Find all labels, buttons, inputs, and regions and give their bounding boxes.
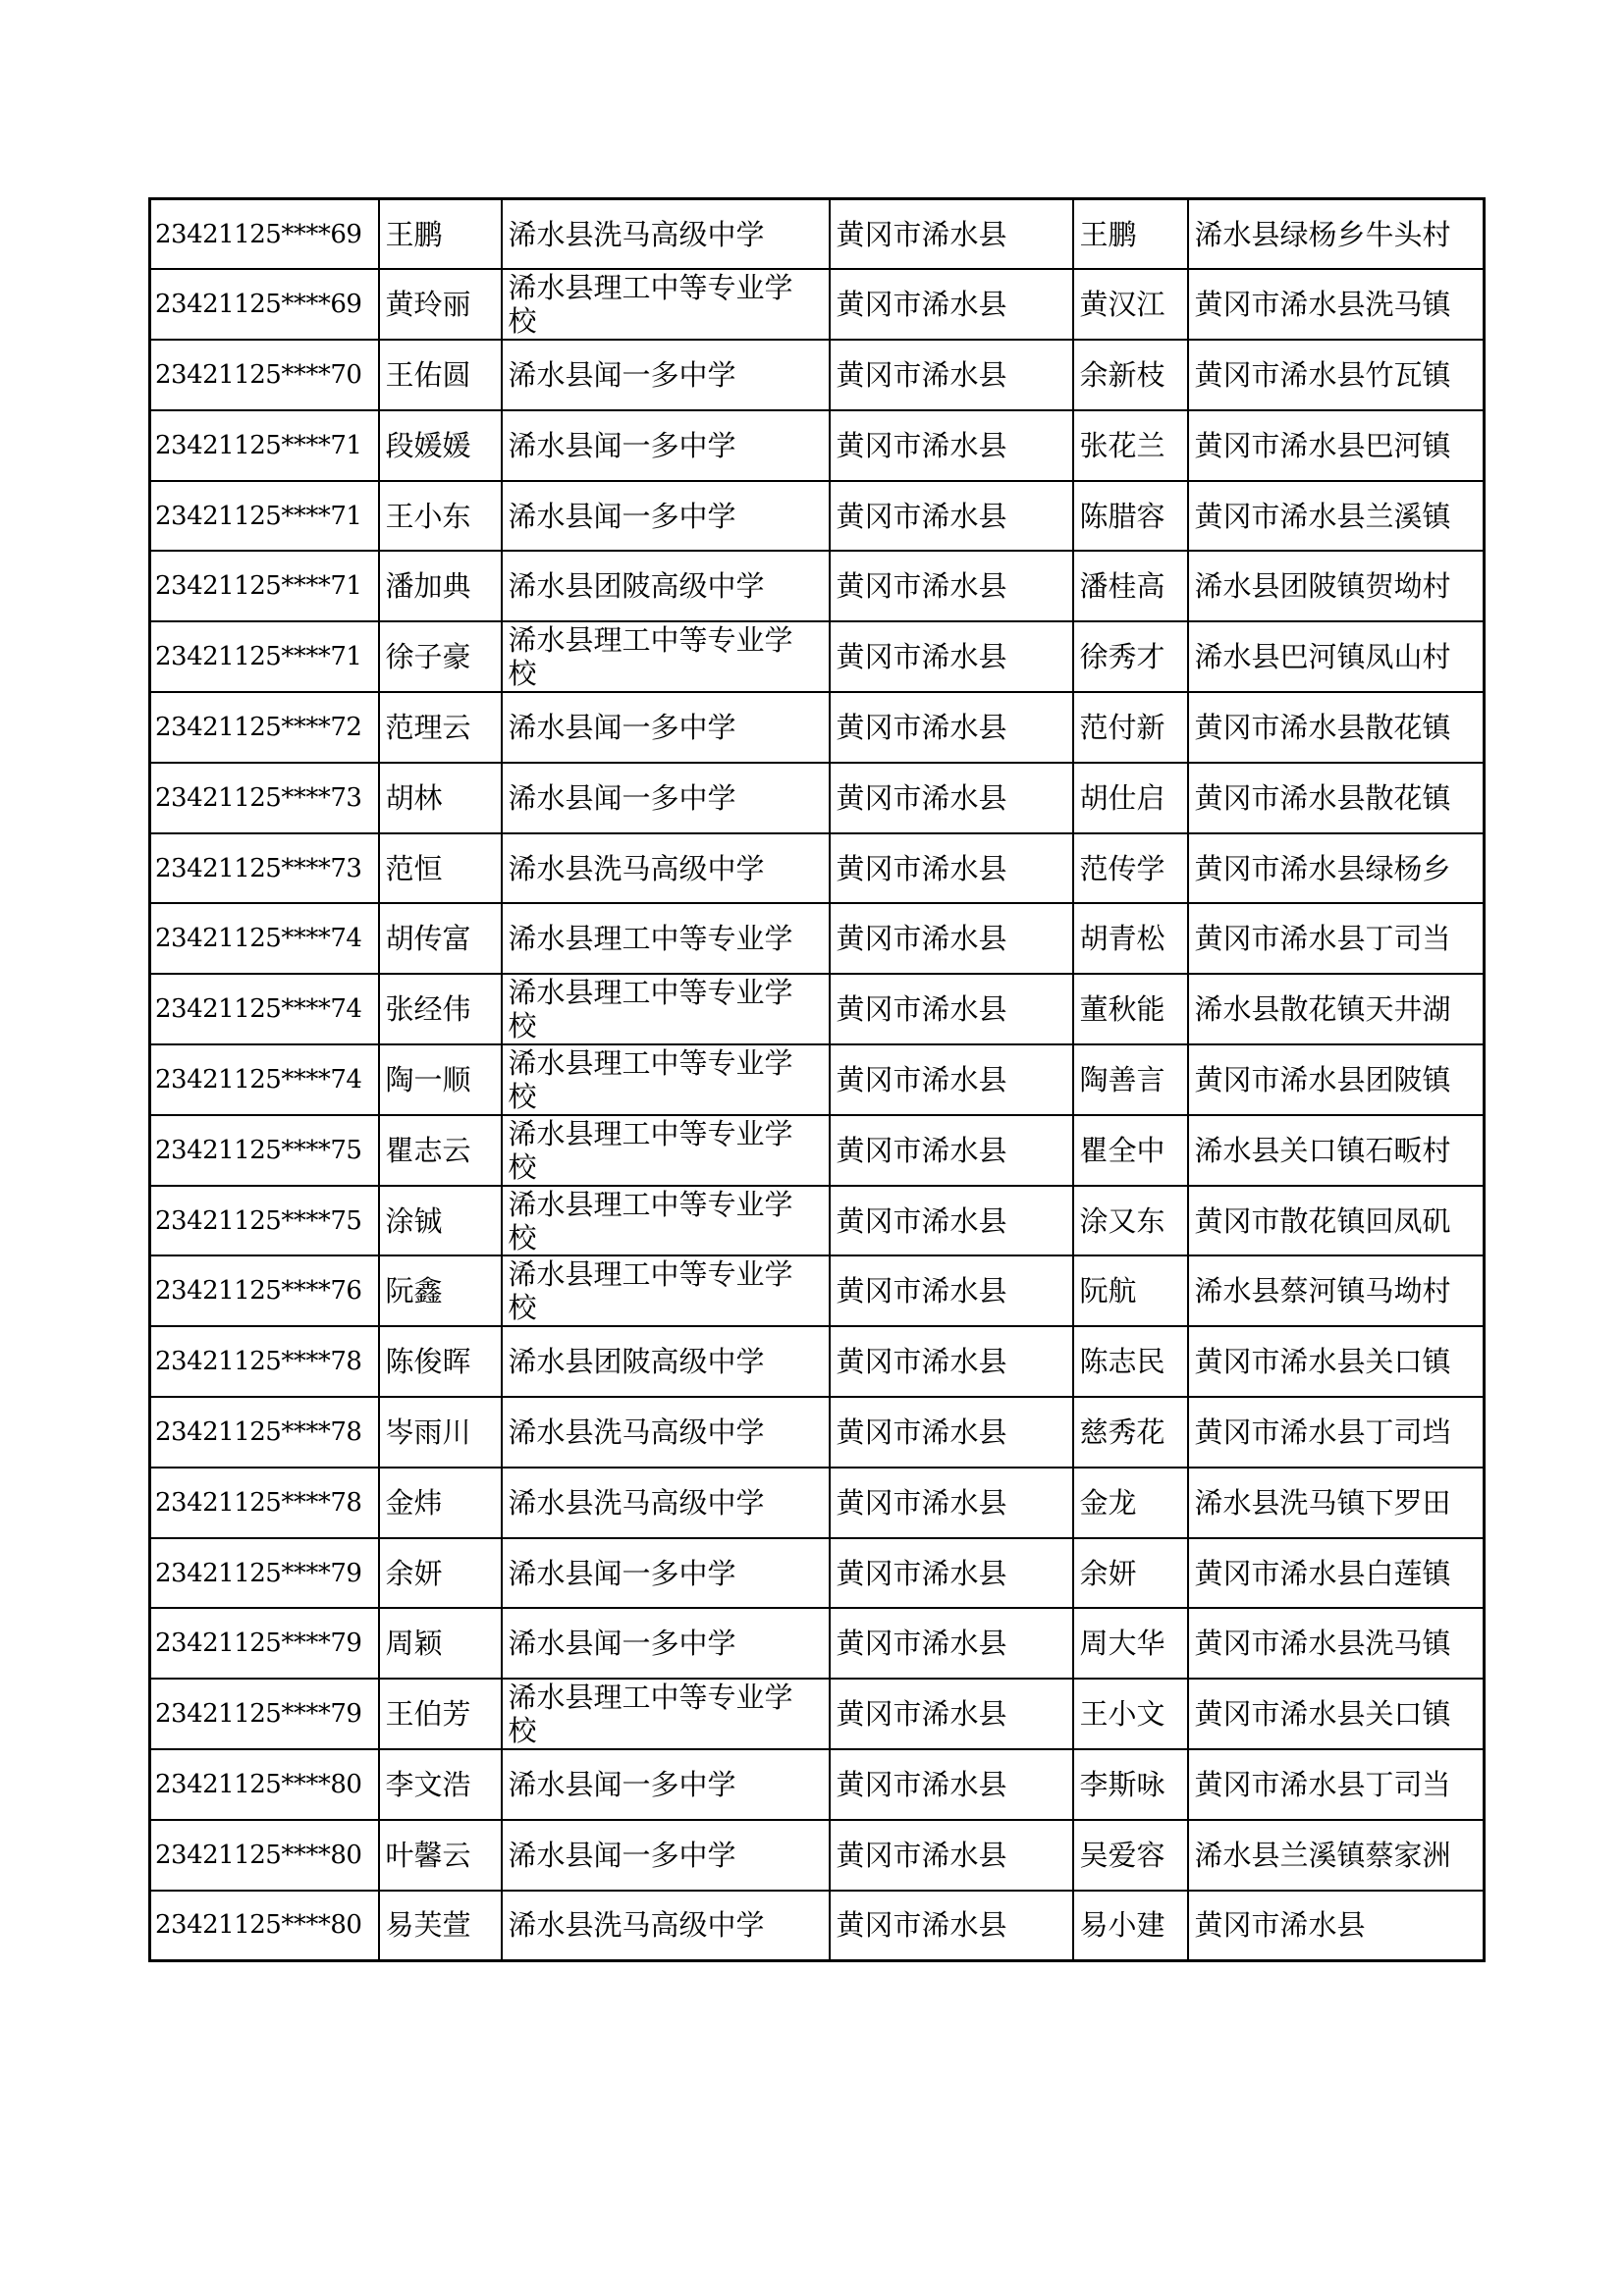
- student-name-cell: 胡林: [379, 763, 502, 833]
- address-cell: 黄冈市浠水县洗马镇: [1188, 1608, 1485, 1679]
- id-number-cell: 23421125****79: [150, 1679, 379, 1749]
- address-cell: 黄冈市浠水县竹瓦镇: [1188, 340, 1485, 410]
- table-row: [150, 903, 1485, 974]
- city-county-cell: 黄冈市浠水县: [830, 1044, 1073, 1115]
- id-number-cell: 23421125****69: [150, 269, 379, 340]
- id-number-cell: 23421125****71: [150, 551, 379, 621]
- student-name-cell: 范恒: [379, 833, 502, 904]
- city-county-cell: 黄冈市浠水县: [830, 1255, 1073, 1326]
- school-cell: 浠水县洗马高级中学: [502, 1397, 830, 1468]
- city-county-cell: 黄冈市浠水县: [830, 1397, 1073, 1468]
- address-cell: 黄冈市浠水县关口镇: [1188, 1326, 1485, 1397]
- address-cell: 黄冈市浠水县洗马镇: [1188, 269, 1485, 340]
- table-row: [150, 763, 1485, 833]
- guardian-name-cell: 范付新: [1073, 692, 1188, 763]
- address-cell: 黄冈市浠水县兰溪镇: [1188, 481, 1485, 552]
- table-row: [150, 1538, 1485, 1609]
- address-cell: 浠水县兰溪镇蔡家洲: [1188, 1820, 1485, 1891]
- school-cell: 浠水县闻一多中学: [502, 1538, 830, 1609]
- address-cell: 黄冈市浠水县巴河镇: [1188, 410, 1485, 481]
- table-row: [150, 1891, 1485, 1961]
- city-county-cell: 黄冈市浠水县: [830, 340, 1073, 410]
- school-cell: 浠水县理工中等专业学校: [502, 1679, 830, 1749]
- guardian-name-cell: 金龙: [1073, 1468, 1188, 1538]
- id-number-cell: 23421125****75: [150, 1115, 379, 1186]
- table-row: [150, 1749, 1485, 1820]
- school-cell: 浠水县理工中等专业学校: [502, 621, 830, 692]
- school-cell: 浠水县理工中等专业学校: [502, 1255, 830, 1326]
- school-cell: 浠水县团陂高级中学: [502, 1326, 830, 1397]
- table-row: [150, 199, 1485, 270]
- student-name-cell: 潘加典: [379, 551, 502, 621]
- school-cell: 浠水县理工中等专业学校: [502, 1186, 830, 1256]
- table-row: [150, 1468, 1485, 1538]
- school-cell: 浠水县理工中等专业学校: [502, 1044, 830, 1115]
- city-county-cell: 黄冈市浠水县: [830, 1679, 1073, 1749]
- table-row: [150, 551, 1485, 621]
- table-row: [150, 833, 1485, 904]
- guardian-name-cell: 陈志民: [1073, 1326, 1188, 1397]
- table-row: [150, 269, 1485, 340]
- guardian-name-cell: 王小文: [1073, 1679, 1188, 1749]
- id-number-cell: 23421125****80: [150, 1820, 379, 1891]
- city-county-cell: 黄冈市浠水县: [830, 1891, 1073, 1961]
- table-row: [150, 1186, 1485, 1256]
- id-number-cell: 23421125****73: [150, 833, 379, 904]
- address-cell: 浠水县散花镇天井湖: [1188, 974, 1485, 1044]
- student-name-cell: 余妍: [379, 1538, 502, 1609]
- address-cell: 黄冈市浠水县丁司垱: [1188, 1397, 1485, 1468]
- address-cell: 浠水县关口镇石畈村: [1188, 1115, 1485, 1186]
- id-number-cell: 23421125****80: [150, 1891, 379, 1961]
- table-row: [150, 974, 1485, 1044]
- guardian-name-cell: 胡青松: [1073, 903, 1188, 974]
- city-county-cell: 黄冈市浠水县: [830, 974, 1073, 1044]
- id-number-cell: 23421125****79: [150, 1608, 379, 1679]
- id-number-cell: 23421125****78: [150, 1326, 379, 1397]
- guardian-name-cell: 陶善言: [1073, 1044, 1188, 1115]
- id-number-cell: 23421125****78: [150, 1397, 379, 1468]
- guardian-name-cell: 余妍: [1073, 1538, 1188, 1609]
- table-row: [150, 340, 1485, 410]
- student-name-cell: 周颖: [379, 1608, 502, 1679]
- address-cell: 黄冈市浠水县团陂镇: [1188, 1044, 1485, 1115]
- address-cell: 黄冈市浠水县丁司当: [1188, 903, 1485, 974]
- address-cell: 黄冈市浠水县白莲镇: [1188, 1538, 1485, 1609]
- school-cell: 浠水县洗马高级中学: [502, 1891, 830, 1961]
- school-cell: 浠水县洗马高级中学: [502, 199, 830, 270]
- student-name-cell: 涂铖: [379, 1186, 502, 1256]
- city-county-cell: 黄冈市浠水县: [830, 692, 1073, 763]
- address-cell: 黄冈市散花镇回凤矶: [1188, 1186, 1485, 1256]
- address-cell: 黄冈市浠水县关口镇: [1188, 1679, 1485, 1749]
- table-row: [150, 1679, 1485, 1749]
- student-name-cell: 瞿志云: [379, 1115, 502, 1186]
- student-name-cell: 段媛媛: [379, 410, 502, 481]
- school-cell: 浠水县闻一多中学: [502, 1820, 830, 1891]
- guardian-name-cell: 阮航: [1073, 1255, 1188, 1326]
- guardian-name-cell: 慈秀花: [1073, 1397, 1188, 1468]
- address-cell: 黄冈市浠水县: [1188, 1891, 1485, 1961]
- school-cell: 浠水县理工中等专业学校: [502, 1115, 830, 1186]
- table-row: [150, 1326, 1485, 1397]
- guardian-name-cell: 吴爱容: [1073, 1820, 1188, 1891]
- table-row: [150, 1820, 1485, 1891]
- id-number-cell: 23421125****70: [150, 340, 379, 410]
- guardian-name-cell: 周大华: [1073, 1608, 1188, 1679]
- city-county-cell: 黄冈市浠水县: [830, 1468, 1073, 1538]
- guardian-name-cell: 余新枝: [1073, 340, 1188, 410]
- school-cell: 浠水县闻一多中学: [502, 410, 830, 481]
- student-name-cell: 王伯芳: [379, 1679, 502, 1749]
- student-name-cell: 王鹏: [379, 199, 502, 270]
- address-cell: 浠水县团陂镇贺坳村: [1188, 551, 1485, 621]
- guardian-name-cell: 张花兰: [1073, 410, 1188, 481]
- city-county-cell: 黄冈市浠水县: [830, 551, 1073, 621]
- id-number-cell: 23421125****74: [150, 903, 379, 974]
- table-row: [150, 1608, 1485, 1679]
- student-name-cell: 王小东: [379, 481, 502, 552]
- id-number-cell: 23421125****74: [150, 974, 379, 1044]
- id-number-cell: 23421125****73: [150, 763, 379, 833]
- address-cell: 黄冈市浠水县散花镇: [1188, 763, 1485, 833]
- id-number-cell: 23421125****75: [150, 1186, 379, 1256]
- city-county-cell: 黄冈市浠水县: [830, 481, 1073, 552]
- student-name-cell: 王佑圆: [379, 340, 502, 410]
- address-cell: 浠水县洗马镇下罗田: [1188, 1468, 1485, 1538]
- school-cell: 浠水县洗马高级中学: [502, 1468, 830, 1538]
- city-county-cell: 黄冈市浠水县: [830, 269, 1073, 340]
- guardian-name-cell: 胡仕启: [1073, 763, 1188, 833]
- student-name-cell: 叶馨云: [379, 1820, 502, 1891]
- school-cell: 浠水县闻一多中学: [502, 340, 830, 410]
- id-number-cell: 23421125****79: [150, 1538, 379, 1609]
- guardian-name-cell: 陈腊容: [1073, 481, 1188, 552]
- id-number-cell: 23421125****80: [150, 1749, 379, 1820]
- address-cell: 浠水县蔡河镇马坳村: [1188, 1255, 1485, 1326]
- address-cell: 黄冈市浠水县丁司当: [1188, 1749, 1485, 1820]
- school-cell: 浠水县理工中等专业学: [502, 903, 830, 974]
- table-row: [150, 1255, 1485, 1326]
- school-cell: 浠水县洗马高级中学: [502, 833, 830, 904]
- id-number-cell: 23421125****78: [150, 1468, 379, 1538]
- student-name-cell: 陶一顺: [379, 1044, 502, 1115]
- id-number-cell: 23421125****72: [150, 692, 379, 763]
- city-county-cell: 黄冈市浠水县: [830, 410, 1073, 481]
- table-row: [150, 1397, 1485, 1468]
- id-number-cell: 23421125****69: [150, 199, 379, 270]
- id-number-cell: 23421125****71: [150, 481, 379, 552]
- school-cell: 浠水县闻一多中学: [502, 692, 830, 763]
- student-name-cell: 张经伟: [379, 974, 502, 1044]
- city-county-cell: 黄冈市浠水县: [830, 1820, 1073, 1891]
- school-cell: 浠水县团陂高级中学: [502, 551, 830, 621]
- student-name-cell: 易芙萱: [379, 1891, 502, 1961]
- id-number-cell: 23421125****74: [150, 1044, 379, 1115]
- guardian-name-cell: 徐秀才: [1073, 621, 1188, 692]
- city-county-cell: 黄冈市浠水县: [830, 1538, 1073, 1609]
- table-row: [150, 621, 1485, 692]
- address-cell: 黄冈市浠水县散花镇: [1188, 692, 1485, 763]
- table-row: [150, 1115, 1485, 1186]
- city-county-cell: 黄冈市浠水县: [830, 903, 1073, 974]
- guardian-name-cell: 黄汉江: [1073, 269, 1188, 340]
- id-number-cell: 23421125****76: [150, 1255, 379, 1326]
- student-name-cell: 李文浩: [379, 1749, 502, 1820]
- city-county-cell: 黄冈市浠水县: [830, 763, 1073, 833]
- school-cell: 浠水县闻一多中学: [502, 763, 830, 833]
- school-cell: 浠水县闻一多中学: [502, 1749, 830, 1820]
- table-row: [150, 692, 1485, 763]
- id-number-cell: 23421125****71: [150, 621, 379, 692]
- guardian-name-cell: 潘桂高: [1073, 551, 1188, 621]
- guardian-name-cell: 涂又东: [1073, 1186, 1188, 1256]
- guardian-name-cell: 董秋能: [1073, 974, 1188, 1044]
- student-name-cell: 黄玲丽: [379, 269, 502, 340]
- table-row: [150, 1044, 1485, 1115]
- school-cell: 浠水县闻一多中学: [502, 1608, 830, 1679]
- table-row: [150, 410, 1485, 481]
- table-row: [150, 481, 1485, 552]
- city-county-cell: 黄冈市浠水县: [830, 1608, 1073, 1679]
- roster-table: [148, 197, 1486, 1962]
- city-county-cell: 黄冈市浠水县: [830, 1186, 1073, 1256]
- school-cell: 浠水县闻一多中学: [502, 481, 830, 552]
- address-cell: 浠水县绿杨乡牛头村: [1188, 199, 1485, 270]
- city-county-cell: 黄冈市浠水县: [830, 199, 1073, 270]
- school-cell: 浠水县理工中等专业学校: [502, 269, 830, 340]
- student-name-cell: 胡传富: [379, 903, 502, 974]
- student-name-cell: 徐子豪: [379, 621, 502, 692]
- student-name-cell: 岑雨川: [379, 1397, 502, 1468]
- city-county-cell: 黄冈市浠水县: [830, 621, 1073, 692]
- city-county-cell: 黄冈市浠水县: [830, 833, 1073, 904]
- student-name-cell: 范理云: [379, 692, 502, 763]
- city-county-cell: 黄冈市浠水县: [830, 1749, 1073, 1820]
- guardian-name-cell: 李斯咏: [1073, 1749, 1188, 1820]
- guardian-name-cell: 王鹏: [1073, 199, 1188, 270]
- guardian-name-cell: 范传学: [1073, 833, 1188, 904]
- address-cell: 浠水县巴河镇凤山村: [1188, 621, 1485, 692]
- student-name-cell: 金炜: [379, 1468, 502, 1538]
- city-county-cell: 黄冈市浠水县: [830, 1115, 1073, 1186]
- student-name-cell: 陈俊晖: [379, 1326, 502, 1397]
- city-county-cell: 黄冈市浠水县: [830, 1326, 1073, 1397]
- guardian-name-cell: 易小建: [1073, 1891, 1188, 1961]
- address-cell: 黄冈市浠水县绿杨乡: [1188, 833, 1485, 904]
- school-cell: 浠水县理工中等专业学校: [502, 974, 830, 1044]
- roster-body: [150, 199, 1485, 1961]
- student-name-cell: 阮鑫: [379, 1255, 502, 1326]
- guardian-name-cell: 瞿全中: [1073, 1115, 1188, 1186]
- id-number-cell: 23421125****71: [150, 410, 379, 481]
